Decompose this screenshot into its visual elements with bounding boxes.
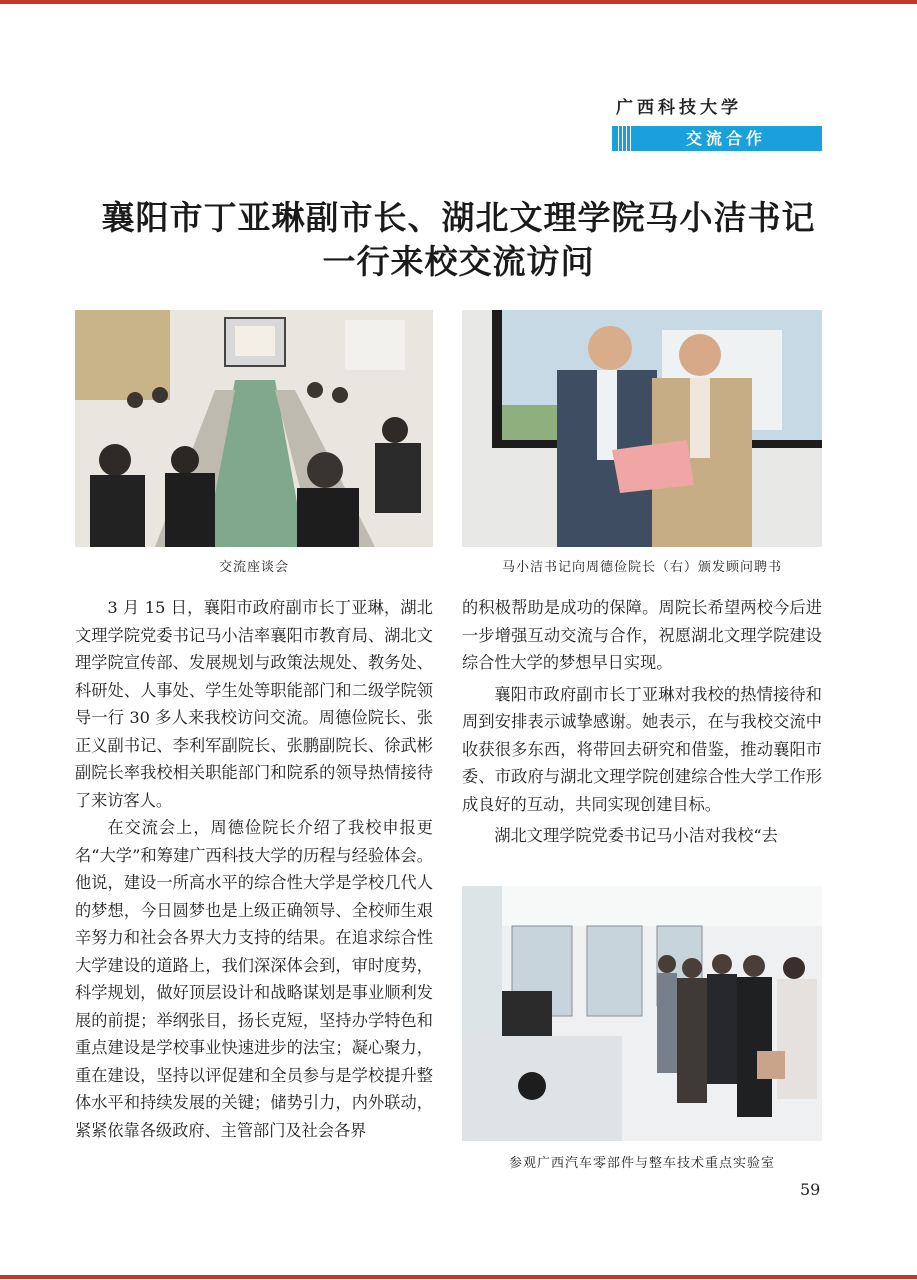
- article-body-left: [75, 594, 433, 1144]
- body-paragraph: 的积极帮助是成功的保障。周院长希望两校今后进一步增强互动交流与合作，祝愿湖北文理学院建设综合性大学的梦想早日实现。: [462, 598, 822, 672]
- article-body-right: [462, 594, 822, 850]
- photo-caption-3: 参观广西汽车零部件与整车技术重点实验室: [508, 1156, 775, 1171]
- photo-caption-1: 交流座谈会: [218, 560, 289, 575]
- photo-meeting: [75, 310, 433, 547]
- school-name: 广西科技大学: [616, 98, 742, 118]
- top-rule: [0, 0, 917, 4]
- article-title-line2: 一行来校交流访问: [322, 242, 595, 281]
- body-paragraph: 3 月 15 日，襄阳市政府副市长丁亚琳，湖北文理学院党委书记马小洁率襄阳市教育局、湖北文理学院宣传部、发展规划与政策法规处、教务处、科研处、人事处、学生处等职能部门和二级学院领导一行 30 多人来我校访问交流。周德俭院长、张正义副书记、李利军副院长、张鹏副院长、徐武彬副院长率我校相关职能部门和院系的领导热情接待了来访客人。: [75, 598, 433, 810]
- photo-certificate: [462, 310, 822, 547]
- photo-laboratory: [462, 886, 822, 1141]
- bottom-rule: [0, 1275, 917, 1279]
- body-paragraph: 在交流会上，周德俭院长介绍了我校申报更名“大学”和筹建广西科技大学的历程与经验体会。他说，建设一所高水平的综合性大学是学校几代人的梦想，今日圆梦也是上级正确领导、全校师生艰辛努力和社会各界大力支持的结果。在追求综合性大学建设的道路上，我们深深体会到，审时度势，科学规划，做好顶层设计和战略谋划是事业顺利发展的前提；举纲张目，扬长克短，坚持办学特色和重点建设是学校事业快速进步的法宝；凝心聚力，重在建设，坚持以评促建和全员参与是学校提升整体水平和持续发展的关键；储势引力，内外联动，紧紧依靠各级政府、主管部门及社会各界: [75, 818, 433, 1140]
- section-bar: [612, 126, 822, 151]
- section-header: [612, 93, 822, 151]
- page-number: 59: [800, 1180, 821, 1199]
- body-paragraph: 湖北文理学院党委书记马小洁对我校“去: [494, 826, 778, 845]
- section-label: 交流合作: [685, 129, 766, 148]
- photo-caption-2: 马小洁书记向周德俭院长（右）颁发顾问聘书: [501, 560, 782, 575]
- article-title-line1: 襄阳市丁亚琳副市长、湖北文理学院马小洁书记: [101, 198, 816, 237]
- body-paragraph: 襄阳市政府副市长丁亚琳对我校的热情接待和周到安排表示诚挚感谢。她表示，在与我校交流中收获很多东西，将带回去研究和借鉴，推动襄阳市委、市政府与湖北文理学院创建综合性大学工作形成良好的互动，共同实现创建目标。: [462, 684, 822, 814]
